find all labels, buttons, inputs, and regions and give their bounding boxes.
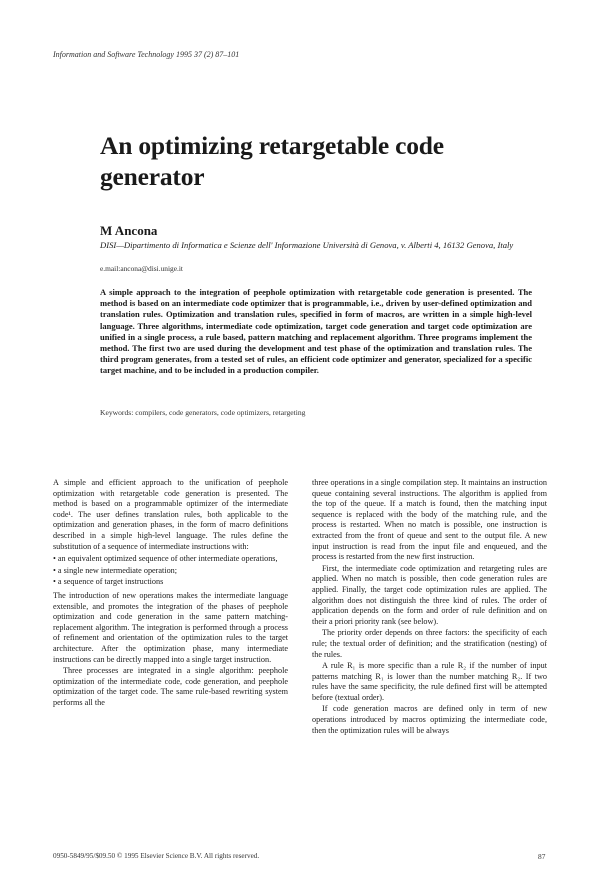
page-number: 87	[538, 852, 546, 861]
body-paragraph: A simple and efficient approach to the unification of peephole optimization with retargetable code generation is presented. The method is based on a programmable optimizer of the intermediate code¹. The user defines translation rules, both applicable to the optimization and generation phases, in the form of macro definitions described in a simple high-level language. The rules define the substitution of a sequence of intermediate instructions with:	[53, 478, 288, 551]
bullet-list	[53, 554, 288, 588]
bullet-item: • an equivalent optimized sequence of other intermediate operations,	[53, 554, 288, 565]
copyright-line: 0950-5849/95/$09.50 © 1995 Elsevier Science B.V. All rights reserved.	[53, 852, 260, 860]
body-paragraph: Three processes are integrated in a single algorithm: peephole optimization of the intermediate code, code generation, and peephole optimization of the target code. The same rule-based rewriting system performs all the	[53, 666, 288, 707]
body-column-left	[53, 478, 288, 709]
bullet-item: • a single new intermediate operation;	[53, 566, 288, 577]
abstract: A simple approach to the integration of peephole optimization with retargetable code generation is presented. The method is based on an intermediate code optimizer that is programmable, i.e., driven by user-defined optimization and translation rules. Optimization and translation rules, specified in form of macros, are written in a simple high-level language. Three algorithms, intermediate code optimization, target code generation and target code optimization are unified in a single process, a rule based, pattern matching and replacement algorithm. Three programs implement the method. The first two are used during the development and test phase of the optimization and translation rules. The third program generates, from a tested set of rules, an efficient code optimizer and generator, specialized for a specific target machine, and to be included in a production compiler.	[100, 287, 532, 376]
body-column-right	[312, 478, 547, 737]
author-email: e.mail:ancona@disi.unige.it	[100, 264, 183, 273]
bullet-item: • a sequence of target instructions	[53, 577, 288, 588]
body-paragraph: First, the intermediate code optimization and retargeting rules are applied. When no match is possible, then code generation rules are applied. Finally, the target code optimization rules are applied. The algorithm does not distinguish the three kind of rules. The order of application depends on the form and order of rule definition and on their a priori priority rank (see below).	[312, 563, 547, 626]
journal-citation: Information and Software Technology 1995 37 (2) 87–101	[53, 50, 240, 59]
body-paragraph: three operations in a single compilation step. It maintains an instruction queue containing several instructions. The algorithm is applied from the top of the queue. If a match is found, then the matching input sequence is replaced with the body of the matching rule, and the process is restarted. When no match is possible, one instruction is extracted from the front of queue and sent to the output file. A new input instruction is read from the input file and enqueued, and the process is restarted from the new first instruction.	[312, 478, 547, 562]
body-paragraph: A rule R₁ is more specific than a rule R₂ if the number of input patterns matching R₁ is lower than the number matching R₂. If two rules have the same specificity, the rule defined first will be attempted before (textual order).	[312, 661, 547, 702]
keywords: Keywords: compilers, code generators, code optimizers, retargeting	[100, 408, 306, 417]
author-affiliation: DISI—Dipartimento di Informatica e Scienze dell' Informazione Università di Genova, v. Alberti 4, 16132 Genova, Italy	[100, 240, 514, 250]
paper-title: An optimizing retargetable code generator	[100, 131, 444, 191]
body-paragraph: If code generation macros are defined only in term of new operations introduced by macros optimizing the intermediate code, then the optimization rules will be always	[312, 704, 547, 735]
body-paragraph: The priority order depends on three factors: the specificity of each rule; the textual order of definition; and the stratification (nesting) of the rules.	[312, 628, 547, 659]
body-paragraph: The introduction of new operations makes the intermediate language extensible, and promotes the integration of the phases of peephole optimization and code generation in the same pattern matching-replacement algorithm. The integration is performed through a process of refinement and orientation of the optimization rules to the target architecture. After the optimization phase, many intermediate instructions can be directly mapped into a single target instruction.	[53, 590, 288, 664]
author-name: M Ancona	[100, 223, 158, 238]
